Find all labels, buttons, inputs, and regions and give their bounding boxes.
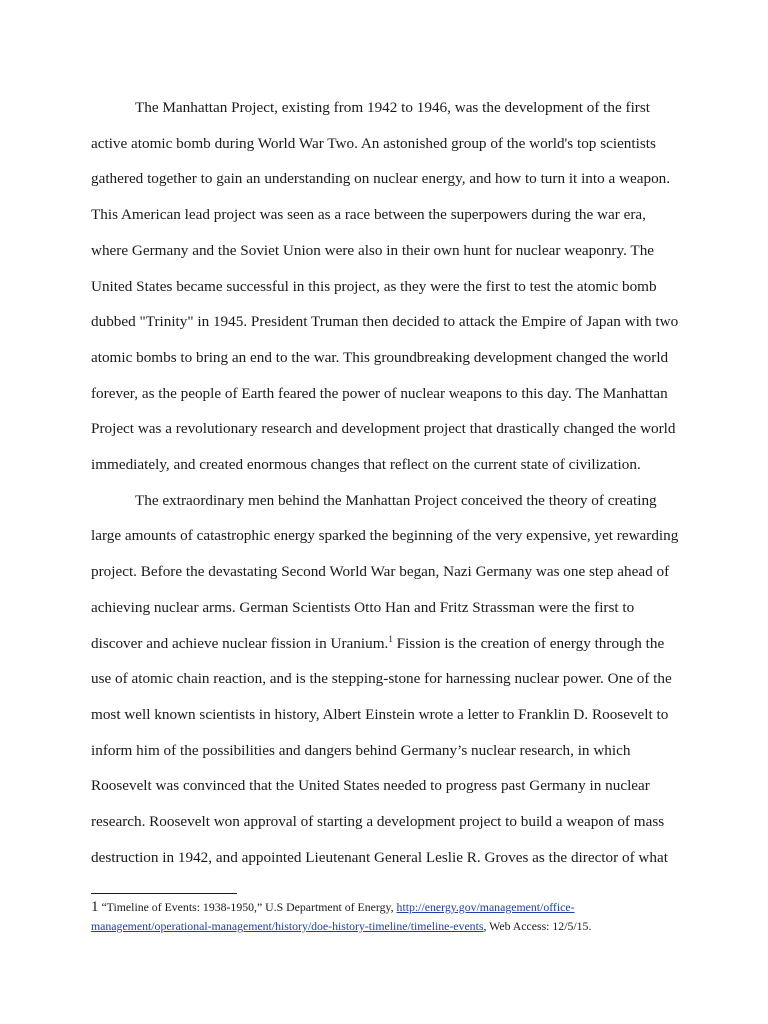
text-line: destruction in 1942, and appointed Lieutenant General Leslie R. Groves as the director of what: [91, 848, 668, 866]
text-line: dubbed "Trinity" in 1945. President Truman then decided to attack the Empire of Japan with two: [91, 313, 679, 331]
text-line: forever, as the people of Earth feared the power of nuclear weapons to this day. The Manhattan: [91, 384, 668, 402]
text-fragment: Fission is the creation of energy through the: [392, 634, 665, 652]
footnote-link-part: management/operational-management/history/doe-history-timeline/timeline-events: [91, 919, 484, 933]
footnote: [91, 898, 691, 936]
text-line: This American lead project was seen as a race between the superpowers during the war era,: [91, 206, 646, 224]
footnote-reference[interactable]: 1: [388, 633, 393, 644]
text-line: where Germany and the Soviet Union were also in their own hunt for nuclear weaponry. The: [91, 241, 655, 259]
paragraph-1: [91, 90, 679, 483]
text-line: project. Before the devastating Second World War began, Nazi Germany was one step ahead of: [91, 563, 670, 581]
text-line: atomic bombs to bring an end to the war. This groundbreaking development changed the world: [91, 348, 669, 366]
text-line: inform him of the possibilities and dangers behind Germany’s nuclear research, in which: [91, 741, 631, 759]
footnote-separator: [91, 893, 237, 894]
footnote-link-part: http://energy.gov/management/office-: [396, 900, 575, 914]
text-line: achieving nuclear arms. German Scientists Otto Han and Fritz Strassman were the first to: [91, 598, 635, 616]
paragraph-2: [91, 483, 679, 876]
text-line: active atomic bomb during World War Two. An astonished group of the world's top scientists: [91, 134, 656, 152]
footnote-number: 1: [91, 899, 99, 915]
text-line: research. Roosevelt won approval of starting a development project to build a weapon of mass: [91, 813, 665, 831]
text-line-with-footnote-ref: [47, 626, 673, 662]
text-line: The extraordinary men behind the Manhattan Project conceived the theory of creating: [135, 491, 657, 509]
text-fragment: discover and achieve nuclear fission in Uranium.: [91, 634, 389, 652]
text-line: Project was a revolutionary research and development project that drastically changed the world: [91, 420, 676, 438]
footnote-text: , Web Access: 12/5/15.: [483, 919, 592, 933]
text-line: most well known scientists in history, Albert Einstein wrote a letter to Franklin D. Roosevelt to: [91, 705, 669, 723]
text-line: United States became successful in this project, as they were the first to test the atomic bomb: [91, 277, 657, 295]
text-line: use of atomic chain reaction, and is the stepping-stone for harnessing nuclear power. One of the: [91, 670, 672, 688]
footnote-text: “Timeline of Events: 1938-1950,” U.S Department of Energy,: [98, 900, 397, 914]
text-line: Roosevelt was convinced that the United States needed to progress past Germany in nuclear: [91, 777, 650, 795]
text-line: immediately, and created enormous changes that reflect on the current state of civilization.: [91, 456, 641, 474]
text-line: gathered together to gain an understanding on nuclear energy, and how to turn it into a weapon.: [91, 170, 671, 188]
text-line: large amounts of catastrophic energy sparked the beginning of the very expensive, yet rewarding: [91, 527, 679, 545]
document-body: [91, 90, 679, 875]
text-line: The Manhattan Project, existing from 1942 to 1946, was the development of the first: [135, 99, 650, 116]
